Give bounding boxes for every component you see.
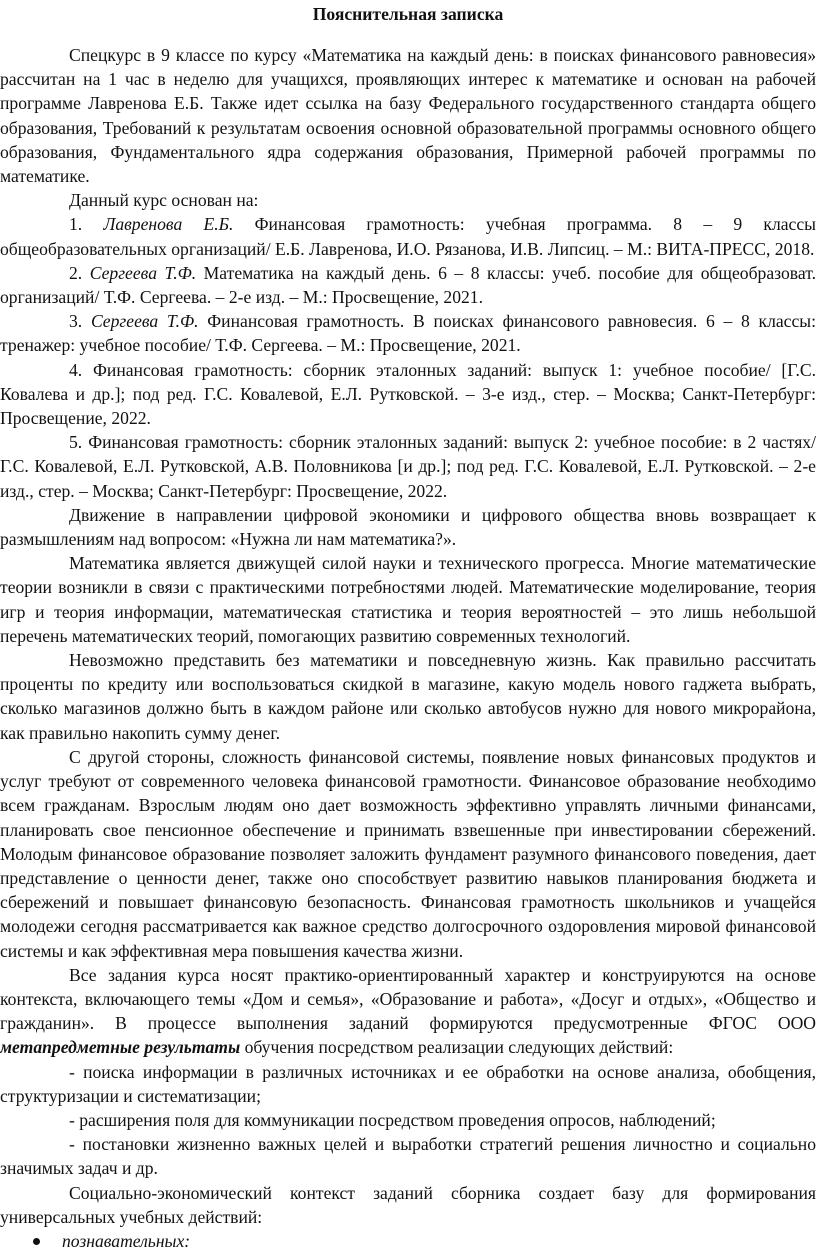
tasks-paragraph bbox=[0, 963, 816, 1060]
action-list bbox=[0, 1060, 816, 1181]
reference-number: 3. bbox=[69, 311, 83, 332]
intro-paragraph: Спецкурс в 9 классе по курсу «Математика на каждый день: в поисках финансового равновесия» рассчитан на 1 час в неделю для учащихся, проявляющих интерес к математике и основан на рабочей программе Лавренова Е.Б. Также идет ссылка на базу Федерального государственного стандарта общего образования, Требований к результатам освоения основной образовательной программы основного общего образования, Фундаментального ядра содержания образования, Примерной рабочей программы по математике. bbox=[0, 45, 816, 187]
reference-list bbox=[0, 212, 816, 502]
body-paragraph: Математика является движущей силой науки и технического прогресса. Многие математические теории возникли в связи с практическими потребностями людей. Математические моделирование, теория игр и теория информации, математическая статистика и теория вероятностей – это лишь небольшой перечень математических теорий, помогающих развитию современных технологий. bbox=[0, 553, 816, 646]
reference-item bbox=[0, 261, 816, 309]
bullet-dot-icon bbox=[33, 1238, 40, 1245]
reference-text: Финансовая грамотность: сборник эталонных заданий: выпуск 1: учебное пособие/ [Г.С. Ковалева и др.]; под ред. Г.С. Ковалевой, Е.Л. Рутковской. – 3-е изд., стер. – Москва; Санкт-Петербург: Просвещение, 2022. bbox=[0, 359, 816, 429]
reference-number: 5. bbox=[69, 432, 83, 453]
based-on-paragraph: Данный курс основан на: bbox=[69, 190, 259, 211]
closing-paragraph: Социально-экономический контекст заданий сборника создает базу для формирования универсальных учебных действий: bbox=[0, 1182, 816, 1227]
bullet-list bbox=[0, 1229, 816, 1253]
reference-text: Финансовая грамотность. В поисках финансового равновесия. 6 – 8 классы: тренажер: учебное пособие/ Т.Ф. Сергеева. – М.: Просвещение, 2021. bbox=[0, 311, 816, 356]
tasks-emphasis: метапредметные результаты bbox=[0, 1037, 241, 1058]
reference-text: Финансовая грамотность: сборник эталонных заданий: выпуск 2: учебное пособие: в 2 частях/ Г.С. Ковалевой, Е.Л. Рутковской, А.В. Половникова [и др.]; под ред. Г.С. Ковалевой, Е.Л. Рутковской. – 2-е изд., стер. – Москва; Санкт-Петербург: Просвещение, 2022. bbox=[0, 432, 816, 501]
reference-item bbox=[0, 212, 816, 260]
reference-author: Сергеева Т.Ф. bbox=[89, 262, 197, 283]
body-paragraph: Невозможно представить без математики и повседневную жизнь. Как правильно рассчитать проценты по кредиту или воспользоваться скидкой в магазине, какую модель нового гаджета выбрать, сколько магазинов должно быть в каждом районе или сколько автобусов нужно для нового микрорайона, как правильно накопить сумму денег. bbox=[0, 650, 816, 743]
reference-item bbox=[0, 358, 816, 431]
bullet-item bbox=[0, 1229, 816, 1253]
reference-text: Математика на каждый день. 6 – 8 классы: учеб. пособие для общеобразоват. организаций/ Т.Ф. Сергеева. – 2-е изд. – М.: Просвещение, 2021. bbox=[0, 262, 816, 308]
reference-author: Сергеева Т.Ф. bbox=[90, 311, 199, 332]
document-page bbox=[0, 2, 816, 1253]
document-title: Пояснительная записка bbox=[312, 4, 504, 24]
reference-number: 2. bbox=[69, 262, 83, 283]
bullet-text: познавательных: bbox=[62, 1230, 191, 1251]
action-item: - поиска информации в различных источниках и ее обработки на основе анализа, обобщения, структуризации и систематизации; bbox=[0, 1061, 816, 1106]
reference-author: Лавренова Е.Б. bbox=[103, 214, 234, 235]
body-paragraph: С другой стороны, сложность финансовой системы, появление новых финансовых продуктов и услуг требуют от современного человека финансовой грамотности. Финансовое образование необходимо всем гражданам. Взрослым людям оно дает возможность эффективно управлять личными финансами, планировать свое пенсионное обеспечение и принимать взвешенные при инвестировании сбережений. Молодым финансовое образование позволяет заложить фундамент разумного финансового поведения, дает представление о ценности денег, также оно способствует развитию навыков планирования бюджета и сбережений и повышает финансовую безопасность. Финансовая грамотность школьников и учащейся молодежи сегодня рассматривается как важное средство долгосрочного оздоровления мировой финансовой системы и как эффективная мера повышения качества жизни. bbox=[0, 746, 816, 961]
body-paragraph: Движение в направлении цифровой экономики и цифрового общества вновь возвращает к размышлениям над вопросом: «Нужна ли нам математика?». bbox=[0, 504, 816, 550]
body-paragraphs bbox=[0, 503, 816, 963]
reference-item bbox=[0, 309, 816, 357]
reference-number: 1. bbox=[69, 214, 83, 235]
tasks-text-after: обучения посредством реализации следующих действий: bbox=[240, 1037, 674, 1058]
tasks-text-before: Все задания курса носят практико-ориентированный характер и конструируются на основе контекста, включающего темы «Дом и семья», «Образование и работа», «Досуг и отдых», «Общество и гражданин». В процессе выполнения заданий формируются предусмотренные ФГОС ООО bbox=[0, 964, 816, 1034]
reference-number: 4. bbox=[69, 359, 83, 380]
action-item: - постановки жизненно важных целей и выработки стратегий решения личностно и социально значимых задач и др. bbox=[0, 1134, 816, 1179]
reference-item bbox=[0, 430, 816, 503]
action-item: - расширения поля для коммуникации посредством проведения опросов, наблюдений; bbox=[69, 1109, 716, 1130]
reference-text: Финансовая грамотность: учебная программа. 8 – 9 классы общеобразовательных организаций/ Е.Б. Лавренова, И.О. Рязанова, И.В. Липсиц. – М.: ВИТА-ПРЕСС, 2018. bbox=[0, 214, 816, 259]
